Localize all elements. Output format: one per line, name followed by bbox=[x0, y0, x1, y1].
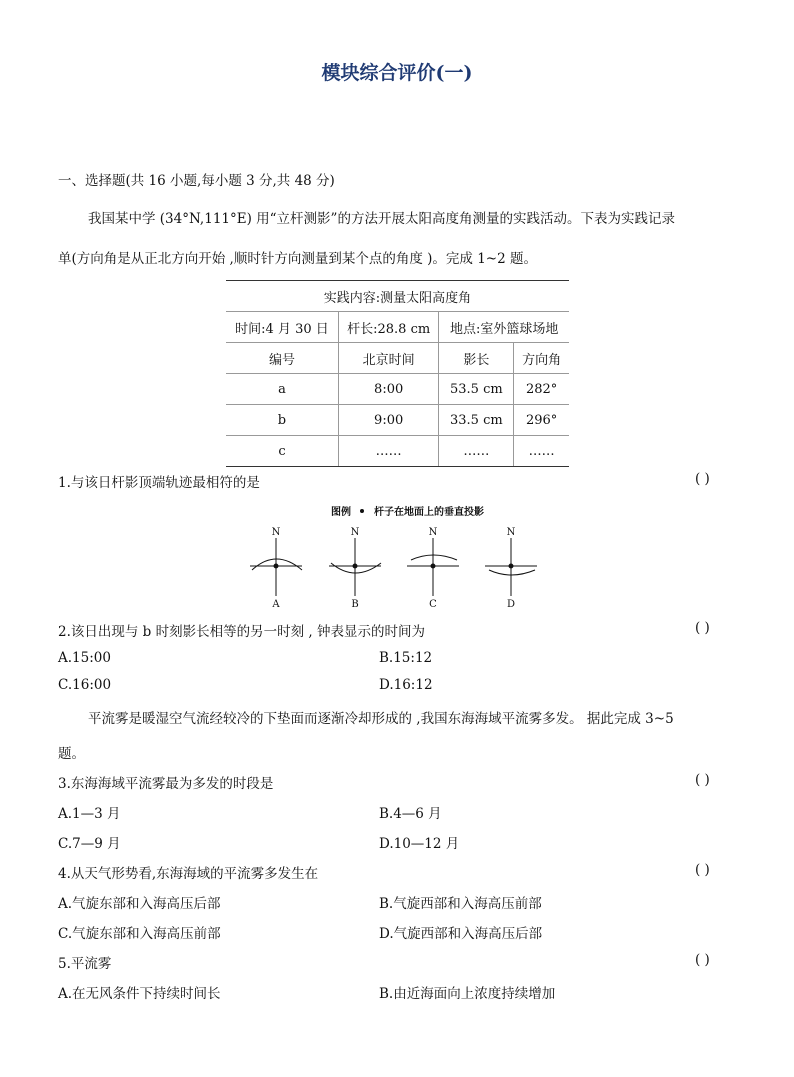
table-header-cell: 影长 bbox=[439, 343, 514, 374]
question-4-stem: 4.从天气形势看,东海海域的平流雾多发生在 bbox=[58, 866, 319, 882]
answer-blank: ( ) bbox=[695, 772, 710, 788]
option-label: B bbox=[351, 599, 359, 610]
north-label: N bbox=[350, 527, 360, 538]
shadow-curve bbox=[489, 570, 535, 575]
answer-blank: ( ) bbox=[695, 471, 710, 487]
table-cell: c bbox=[226, 436, 338, 467]
page-title: 模块综合评价(一) bbox=[321, 62, 473, 84]
option-d-diagram bbox=[485, 527, 537, 610]
table-cell: 296° bbox=[514, 405, 569, 436]
pole-projection-dot bbox=[431, 564, 435, 568]
option-d: D.气旋西部和入海高压后部 bbox=[379, 926, 543, 942]
table-cell: 9:00 bbox=[338, 405, 438, 436]
option-a: A.在无风条件下持续时间长 bbox=[58, 986, 221, 1002]
option-d: D.10—12 月 bbox=[379, 836, 460, 852]
legend-dot-icon bbox=[360, 509, 364, 513]
table-cell: 8:00 bbox=[338, 374, 438, 405]
intro-paragraph-1-line-1: 我国某中学 (34°N,111°E) 用“立杆测影”的方法开展太阳高度角测量的实践活动。下表为实践记录 bbox=[88, 211, 675, 227]
table-cell: 53.5 cm bbox=[439, 374, 514, 405]
table-cell: b bbox=[226, 405, 338, 436]
table-header-cell: 方向角 bbox=[514, 343, 569, 374]
question-2-stem: 2.该日出现与 b 时刻影长相等的另一时刻 , 钟表显示的时间为 bbox=[58, 624, 425, 640]
legend-text: 杆子在地面上的垂直投影 bbox=[373, 507, 484, 518]
option-c-diagram bbox=[407, 527, 459, 610]
table-cell: 282° bbox=[514, 374, 569, 405]
answer-blank: ( ) bbox=[695, 862, 710, 878]
option-d: D.16:12 bbox=[379, 677, 433, 693]
question-3-stem: 3.东海海域平流雾最为多发的时段是 bbox=[58, 776, 274, 792]
legend-prefix: 图例 bbox=[331, 507, 351, 518]
answer-blank: ( ) bbox=[695, 952, 710, 968]
section-heading: 一、选择题(共 16 小题,每小题 3 分,共 48 分) bbox=[58, 173, 335, 189]
table-caption: 实践内容:测量太阳高度角 bbox=[226, 281, 569, 312]
practice-record-table bbox=[226, 280, 569, 467]
answer-blank: ( ) bbox=[695, 620, 710, 636]
intro-paragraph-2-line-1: 平流雾是暖湿空气流经较冷的下垫面而逐渐冷却形成的 ,我国东海海域平流雾多发。 据此完成 3~5 bbox=[88, 711, 674, 727]
table-header-cell: 编号 bbox=[226, 343, 338, 374]
table-row bbox=[226, 374, 569, 405]
option-label: A bbox=[272, 599, 280, 610]
table-time: 时间:4 月 30 日 bbox=[226, 312, 338, 343]
table-place: 地点:室外篮球场地 bbox=[439, 312, 569, 343]
option-c: C.16:00 bbox=[58, 677, 112, 693]
table-cell: a bbox=[226, 374, 338, 405]
option-a: A.15:00 bbox=[58, 650, 111, 666]
option-a-diagram bbox=[250, 527, 302, 610]
figure-legend bbox=[331, 503, 484, 518]
option-a: A.1—3 月 bbox=[58, 806, 121, 822]
shadow-curve bbox=[411, 555, 457, 560]
table-cell: …… bbox=[439, 436, 514, 467]
option-c: C.7—9 月 bbox=[58, 836, 121, 852]
table-cell: …… bbox=[338, 436, 438, 467]
table-row bbox=[226, 436, 569, 467]
option-b-diagram bbox=[329, 527, 381, 610]
question-1-stem: 1.与该日杆影顶端轨迹最相符的是 bbox=[58, 475, 260, 491]
shadow-trajectory-diagram bbox=[246, 522, 546, 612]
intro-paragraph-2-line-2: 题。 bbox=[58, 746, 85, 762]
north-label: N bbox=[506, 527, 516, 538]
option-label: C bbox=[429, 599, 437, 610]
option-b: B.气旋西部和入海高压前部 bbox=[379, 896, 542, 912]
option-c: C.气旋东部和入海高压前部 bbox=[58, 926, 221, 942]
option-a: A.气旋东部和入海高压后部 bbox=[58, 896, 221, 912]
intro-paragraph-1-line-2: 单(方向角是从正北方向开始 ,顺时针方向测量到某个点的角度 )。完成 1~2 题。 bbox=[58, 251, 537, 267]
table-cell: 33.5 cm bbox=[439, 405, 514, 436]
north-label: N bbox=[271, 527, 281, 538]
pole-projection-dot bbox=[353, 564, 357, 568]
table-header-cell: 北京时间 bbox=[338, 343, 438, 374]
option-b: B.由近海面向上浓度持续增加 bbox=[379, 986, 556, 1002]
pole-projection-dot bbox=[274, 564, 278, 568]
table-cell: …… bbox=[514, 436, 569, 467]
question-5-stem: 5.平流雾 bbox=[58, 956, 112, 972]
option-label: D bbox=[506, 599, 516, 610]
pole-projection-dot bbox=[509, 564, 513, 568]
north-label: N bbox=[428, 527, 438, 538]
table-header-row bbox=[226, 343, 569, 374]
option-b: B.15:12 bbox=[379, 650, 433, 666]
option-b: B.4—6 月 bbox=[379, 806, 442, 822]
table-row bbox=[226, 405, 569, 436]
table-pole-length: 杆长:28.8 cm bbox=[338, 312, 438, 343]
